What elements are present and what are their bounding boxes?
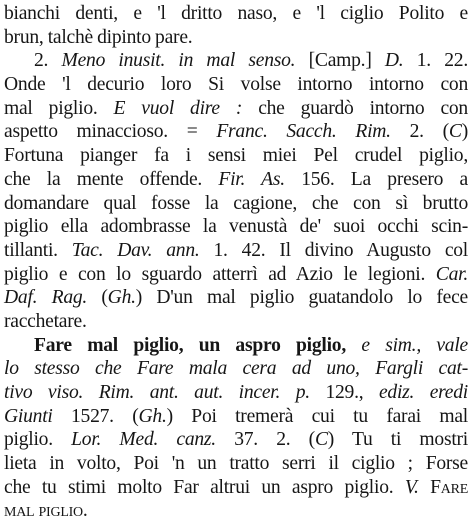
text-segment: E vuol dire :	[113, 97, 243, 119]
text-segment: che guardò intorno con	[242, 97, 468, 119]
text-segment: tillanti.	[4, 239, 72, 261]
text-line	[4, 263, 468, 287]
text-line	[4, 215, 468, 239]
text-line	[4, 73, 468, 97]
text-segment: e sim., vale	[361, 334, 468, 356]
text-segment	[419, 477, 430, 498]
text-line	[4, 49, 468, 73]
text-line	[4, 97, 468, 121]
text-segment: Onde 'l decurio loro Si volse intorno intorno con	[4, 74, 468, 96]
text-segment: bianchi denti, e 'l dritto naso, e 'l ciglio Polito e	[4, 3, 468, 24]
text-segment: Franc. Sacch. Rim.	[216, 121, 391, 143]
text-segment: Fare mal piglio, un aspro piglio,	[34, 334, 346, 356]
text-segment: domandare qual fosse la cagione, che con sì brutto	[4, 192, 468, 214]
text-segment: piglio.	[4, 429, 72, 451]
text-segment: 156. La presero a	[284, 168, 468, 190]
text-segment: Fare	[430, 476, 468, 498]
text-segment: tivo viso. Rim. ant. aut. incer. p.	[4, 382, 310, 403]
text-segment: ) Tu ti mostri	[327, 429, 468, 451]
text-segment: Giunti	[4, 405, 53, 427]
text-segment: Fir. As.	[218, 168, 285, 190]
text-segment: che tu stimi molto Far altrui un aspro piglio.	[4, 476, 405, 498]
text-segment: ) Poi tremerà cui tu farai mal	[166, 405, 468, 427]
text-segment: C	[314, 429, 328, 451]
text-line	[4, 168, 468, 192]
text-line	[4, 334, 468, 358]
text-segment: che la mente offende.	[4, 168, 219, 190]
text-segment: D.	[384, 50, 404, 72]
text-segment: Meno inusit. in mal senso.	[61, 50, 296, 72]
text-segment: Tac. Dav. ann.	[71, 239, 200, 261]
text-segment: piglio e con lo sguardo atterrì ad Azio le legioni.	[4, 263, 436, 285]
text-line	[4, 120, 468, 144]
text-line	[4, 405, 468, 429]
text-segment: 2. (	[390, 121, 449, 143]
text-line	[4, 428, 468, 452]
text-segment: lo stesso che Fare mala cera ad uno, Fargli cat-	[4, 358, 468, 380]
text-segment: Lor. Med. canz.	[71, 429, 216, 451]
text-line	[4, 381, 468, 405]
text-segment: 2.	[34, 50, 62, 72]
text-segment: ediz. eredi	[378, 382, 468, 403]
text-segment: mal piglio.	[4, 97, 114, 119]
text-segment: (	[87, 287, 108, 309]
text-line	[4, 144, 468, 168]
text-line	[4, 2, 468, 26]
text-line	[4, 476, 468, 500]
text-segment: aspetto minaccioso. =	[4, 121, 217, 143]
text-segment: V.	[404, 476, 419, 498]
text-line	[4, 310, 468, 334]
text-segment: Car.	[435, 263, 468, 285]
text-segment: lieta in volto, Poi 'n un tratto serri il ciglio ; Forse	[4, 453, 468, 475]
text-line	[4, 499, 468, 523]
text-segment: mal piglio.	[4, 500, 88, 522]
text-line	[4, 26, 468, 50]
text-segment: 1. 42. Il divino Augusto col	[199, 239, 469, 261]
text-segment: Gh.	[138, 405, 167, 427]
text-segment: piglio ella adombrasse la venustà de' suoi occhi scin-	[4, 216, 468, 238]
text-line	[4, 239, 468, 263]
text-line	[4, 357, 468, 381]
text-segment: Fortuna pianger fa i sensi miei Pel crudel piglio,	[4, 145, 468, 167]
text-line	[4, 192, 468, 216]
text-segment: 129.,	[309, 382, 379, 403]
text-segment: 1527. (	[52, 405, 139, 427]
text-segment: [Camp.]	[295, 50, 385, 72]
text-segment	[346, 335, 361, 356]
text-segment: )	[461, 121, 468, 143]
text-segment: Daf. Rag.	[4, 287, 88, 309]
text-line	[4, 286, 468, 310]
text-segment: brun, talchè dipinto pare.	[4, 26, 193, 48]
text-segment: racchetare.	[4, 310, 87, 332]
text-segment: Gh.	[107, 287, 136, 309]
text-line	[4, 452, 468, 476]
text-segment: C	[448, 121, 462, 143]
text-segment: ) D'un mal piglio guatandolo lo fece	[135, 287, 468, 309]
text-segment: 37. 2. (	[215, 429, 315, 451]
text-segment: 1. 22.	[403, 50, 468, 72]
